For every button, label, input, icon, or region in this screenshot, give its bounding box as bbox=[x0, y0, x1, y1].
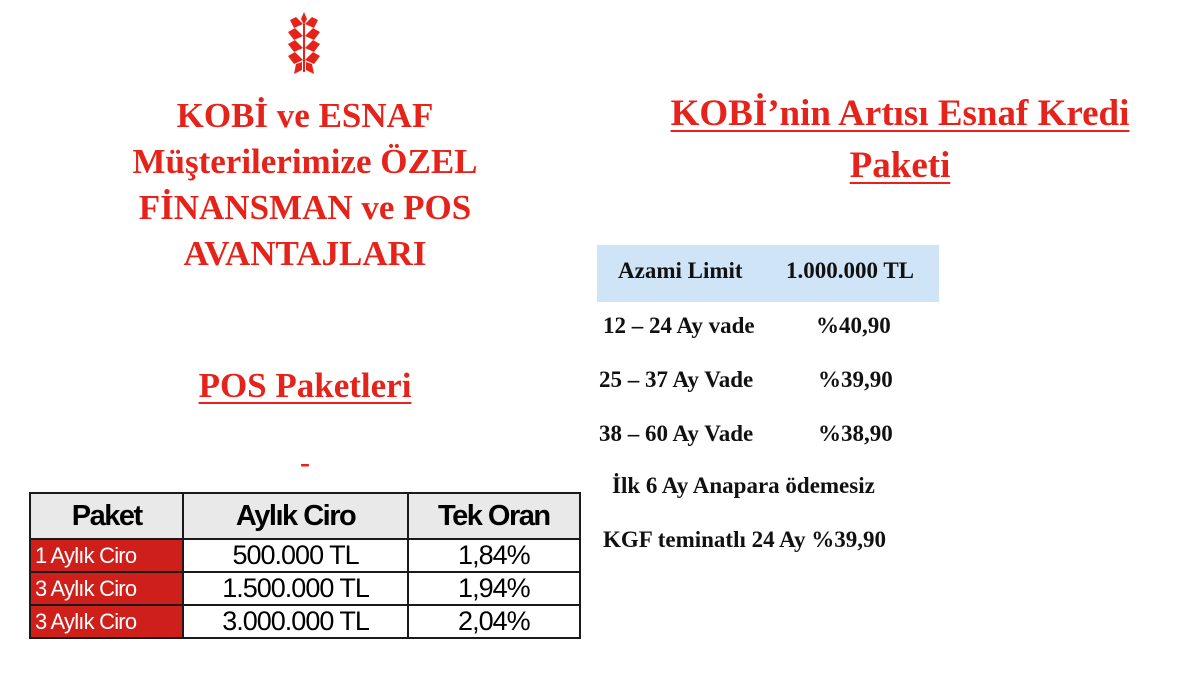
turnover-cell: 500.000 TL bbox=[183, 539, 407, 572]
main-heading-line: KOBİ ve ESNAF bbox=[176, 96, 434, 135]
package-cell: 3 Aylık Ciro bbox=[30, 572, 183, 605]
max-limit-value: 1.000.000 TL bbox=[786, 258, 915, 283]
pos-packages-table bbox=[29, 492, 581, 639]
column-header-single-rate: Tek Oran bbox=[408, 493, 580, 539]
main-heading-line: AVANTAJLARI bbox=[183, 234, 427, 273]
turnover-cell: 3.000.000 TL bbox=[183, 605, 407, 638]
credit-heading-line: KOBİ’nin Artısı Esnaf Kredi bbox=[670, 93, 1130, 134]
main-heading-line: FİNANSMAN ve POS bbox=[138, 188, 472, 227]
turnover-cell: 1.500.000 TL bbox=[183, 572, 407, 605]
term-label: 38 – 60 Ay Vade bbox=[599, 421, 754, 446]
term-label: 25 – 37 Ay Vade bbox=[599, 367, 754, 392]
term-rate: %38,90 bbox=[818, 421, 893, 446]
term-label: 12 – 24 Ay vade bbox=[603, 313, 755, 338]
table-row bbox=[30, 539, 580, 572]
pos-packages-heading: POS Paketleri bbox=[198, 366, 412, 405]
grace-period-note: İlk 6 Ay Anapara ödemesiz bbox=[612, 473, 875, 498]
dash-separator: - bbox=[300, 446, 310, 479]
column-header-monthly-turnover: Aylık Ciro bbox=[183, 493, 407, 539]
term-rate: %40,90 bbox=[816, 313, 891, 338]
package-cell: 1 Aylık Ciro bbox=[30, 539, 183, 572]
term-rate: %39,90 bbox=[818, 367, 893, 392]
package-cell: 3 Aylık Ciro bbox=[30, 605, 183, 638]
kgf-guarantee-note: KGF teminatlı 24 Ay %39,90 bbox=[603, 527, 887, 552]
column-header-package: Paket bbox=[30, 493, 183, 539]
main-heading bbox=[60, 93, 550, 277]
table-header-row bbox=[30, 493, 580, 539]
rate-cell: 1,84% bbox=[408, 539, 580, 572]
table-row bbox=[30, 572, 580, 605]
rate-cell: 1,94% bbox=[408, 572, 580, 605]
rate-cell: 2,04% bbox=[408, 605, 580, 638]
wheat-icon bbox=[286, 10, 322, 76]
main-heading-line: Müşterilerimize ÖZEL bbox=[132, 142, 478, 181]
table-row bbox=[30, 605, 580, 638]
credit-package-heading bbox=[600, 88, 1200, 192]
max-limit-label: Azami Limit bbox=[618, 258, 743, 283]
credit-heading-line: Paketi bbox=[849, 145, 951, 186]
